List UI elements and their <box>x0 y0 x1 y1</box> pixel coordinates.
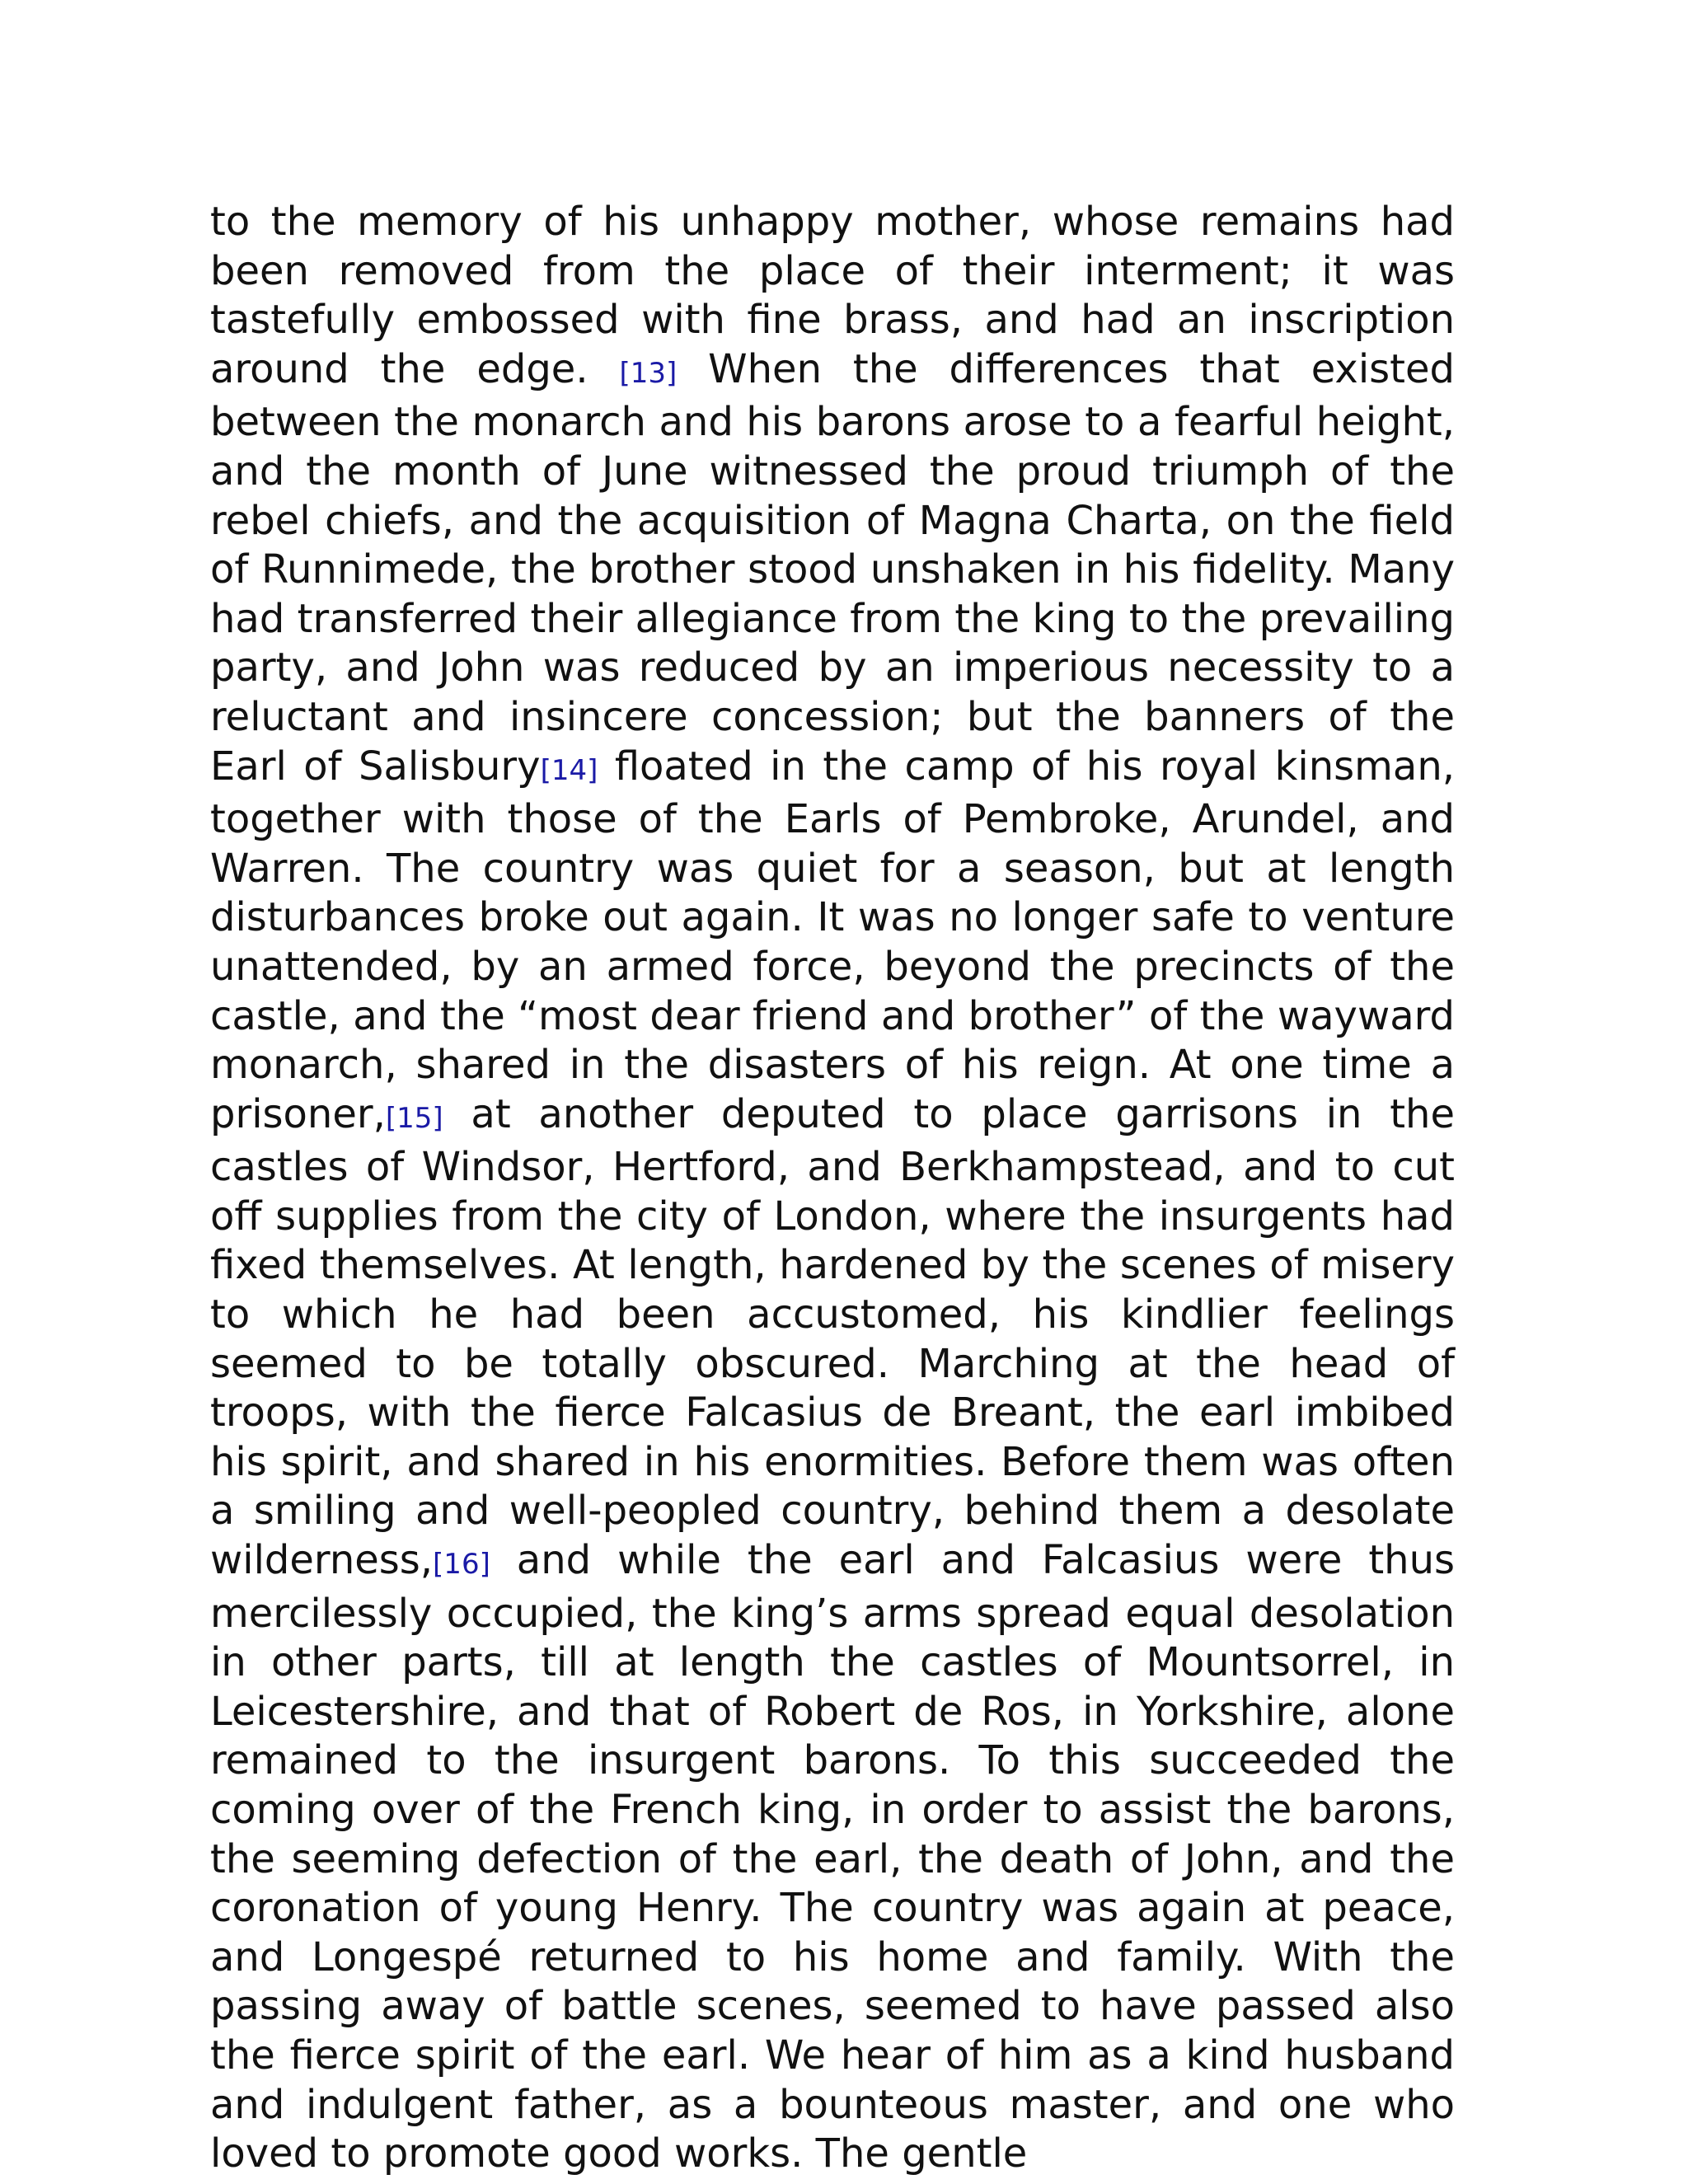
footnote-link-16[interactable]: [16] <box>433 1548 490 1582</box>
footnote-link-15[interactable]: [15] <box>385 1101 443 1135</box>
text-segment-2: When the differences that existed between the monarch and his barons arose to a fearful height, and the month of June witnessed the proud triumph of the rebel chiefs, and the acquisition of Magna Charta, on the field of Runnimede, the brother stood unshaken in his fidelity. Many had transferred their allegiance from the king to the prevailing party, and John was reduced by an imperious necessity to a reluctant and insincere concession; but the banners of the Earl of Salisbury <box>210 345 1456 790</box>
body-paragraph <box>210 198 1455 2179</box>
text-segment-5: and while the earl and Falcasius were thus mercilessly occupied, the king’s arms spread equal desolation in other parts, till at length the castles of Mountsorrel, in Leicestershire, and that of Robert de Ros, in Yorkshire, alone remained to the insurgent barons. To this succeeded the coming over of the French king, in order to assist the barons, the seeming defection of the earl, the death of John, and the coronation of young Henry. The country was again at peace, and Longespé returned to his home and family. With the passing away of battle scenes, seemed to have passed also the fierce spirit of the earl. We hear of him as a kind husband and indulgent father, as a bounteous master, and one who loved to promote good works. The gentle <box>210 1537 1455 2177</box>
document-page <box>210 198 1455 2179</box>
text-segment-1: to the memory of his unhappy mother, whose remains had been removed from the place of their interment; it was tastefully embossed with fine brass, and had an inscription around the edge. <box>210 199 1455 392</box>
footnote-link-14[interactable]: [14] <box>540 753 598 787</box>
text-segment-3: floated in the camp of his royal kinsman, together with those of the Earls of Pembroke, Arundel, and Warren. The country was quiet for a season, but at length disturbances broke out again. It was no longer safe to venture unattended, by an armed force, beyond the precincts of the castle, and the “most dear friend and brother” of the wayward monarch, shared in the disasters of his reign. At one time a prisoner, <box>210 743 1456 1137</box>
footnote-link-13[interactable]: [13] <box>619 356 678 390</box>
text-segment-4: at another deputed to place garrisons in the castles of Windsor, Hertford, and Berkhampstead, and to cut off supplies from the city of London, where the insurgents had fixed themselves. At length, hardened by the scenes of misery to which he had been accustomed, his kindlier feelings seemed to be totally obscured. Marching at the head of troops, with the fierce Falcasius de Breant, the earl imbibed his spirit, and shared in his enormities. Before them was often a smiling and well-peopled country, behind them a desolate wilderness, <box>210 1090 1455 1584</box>
